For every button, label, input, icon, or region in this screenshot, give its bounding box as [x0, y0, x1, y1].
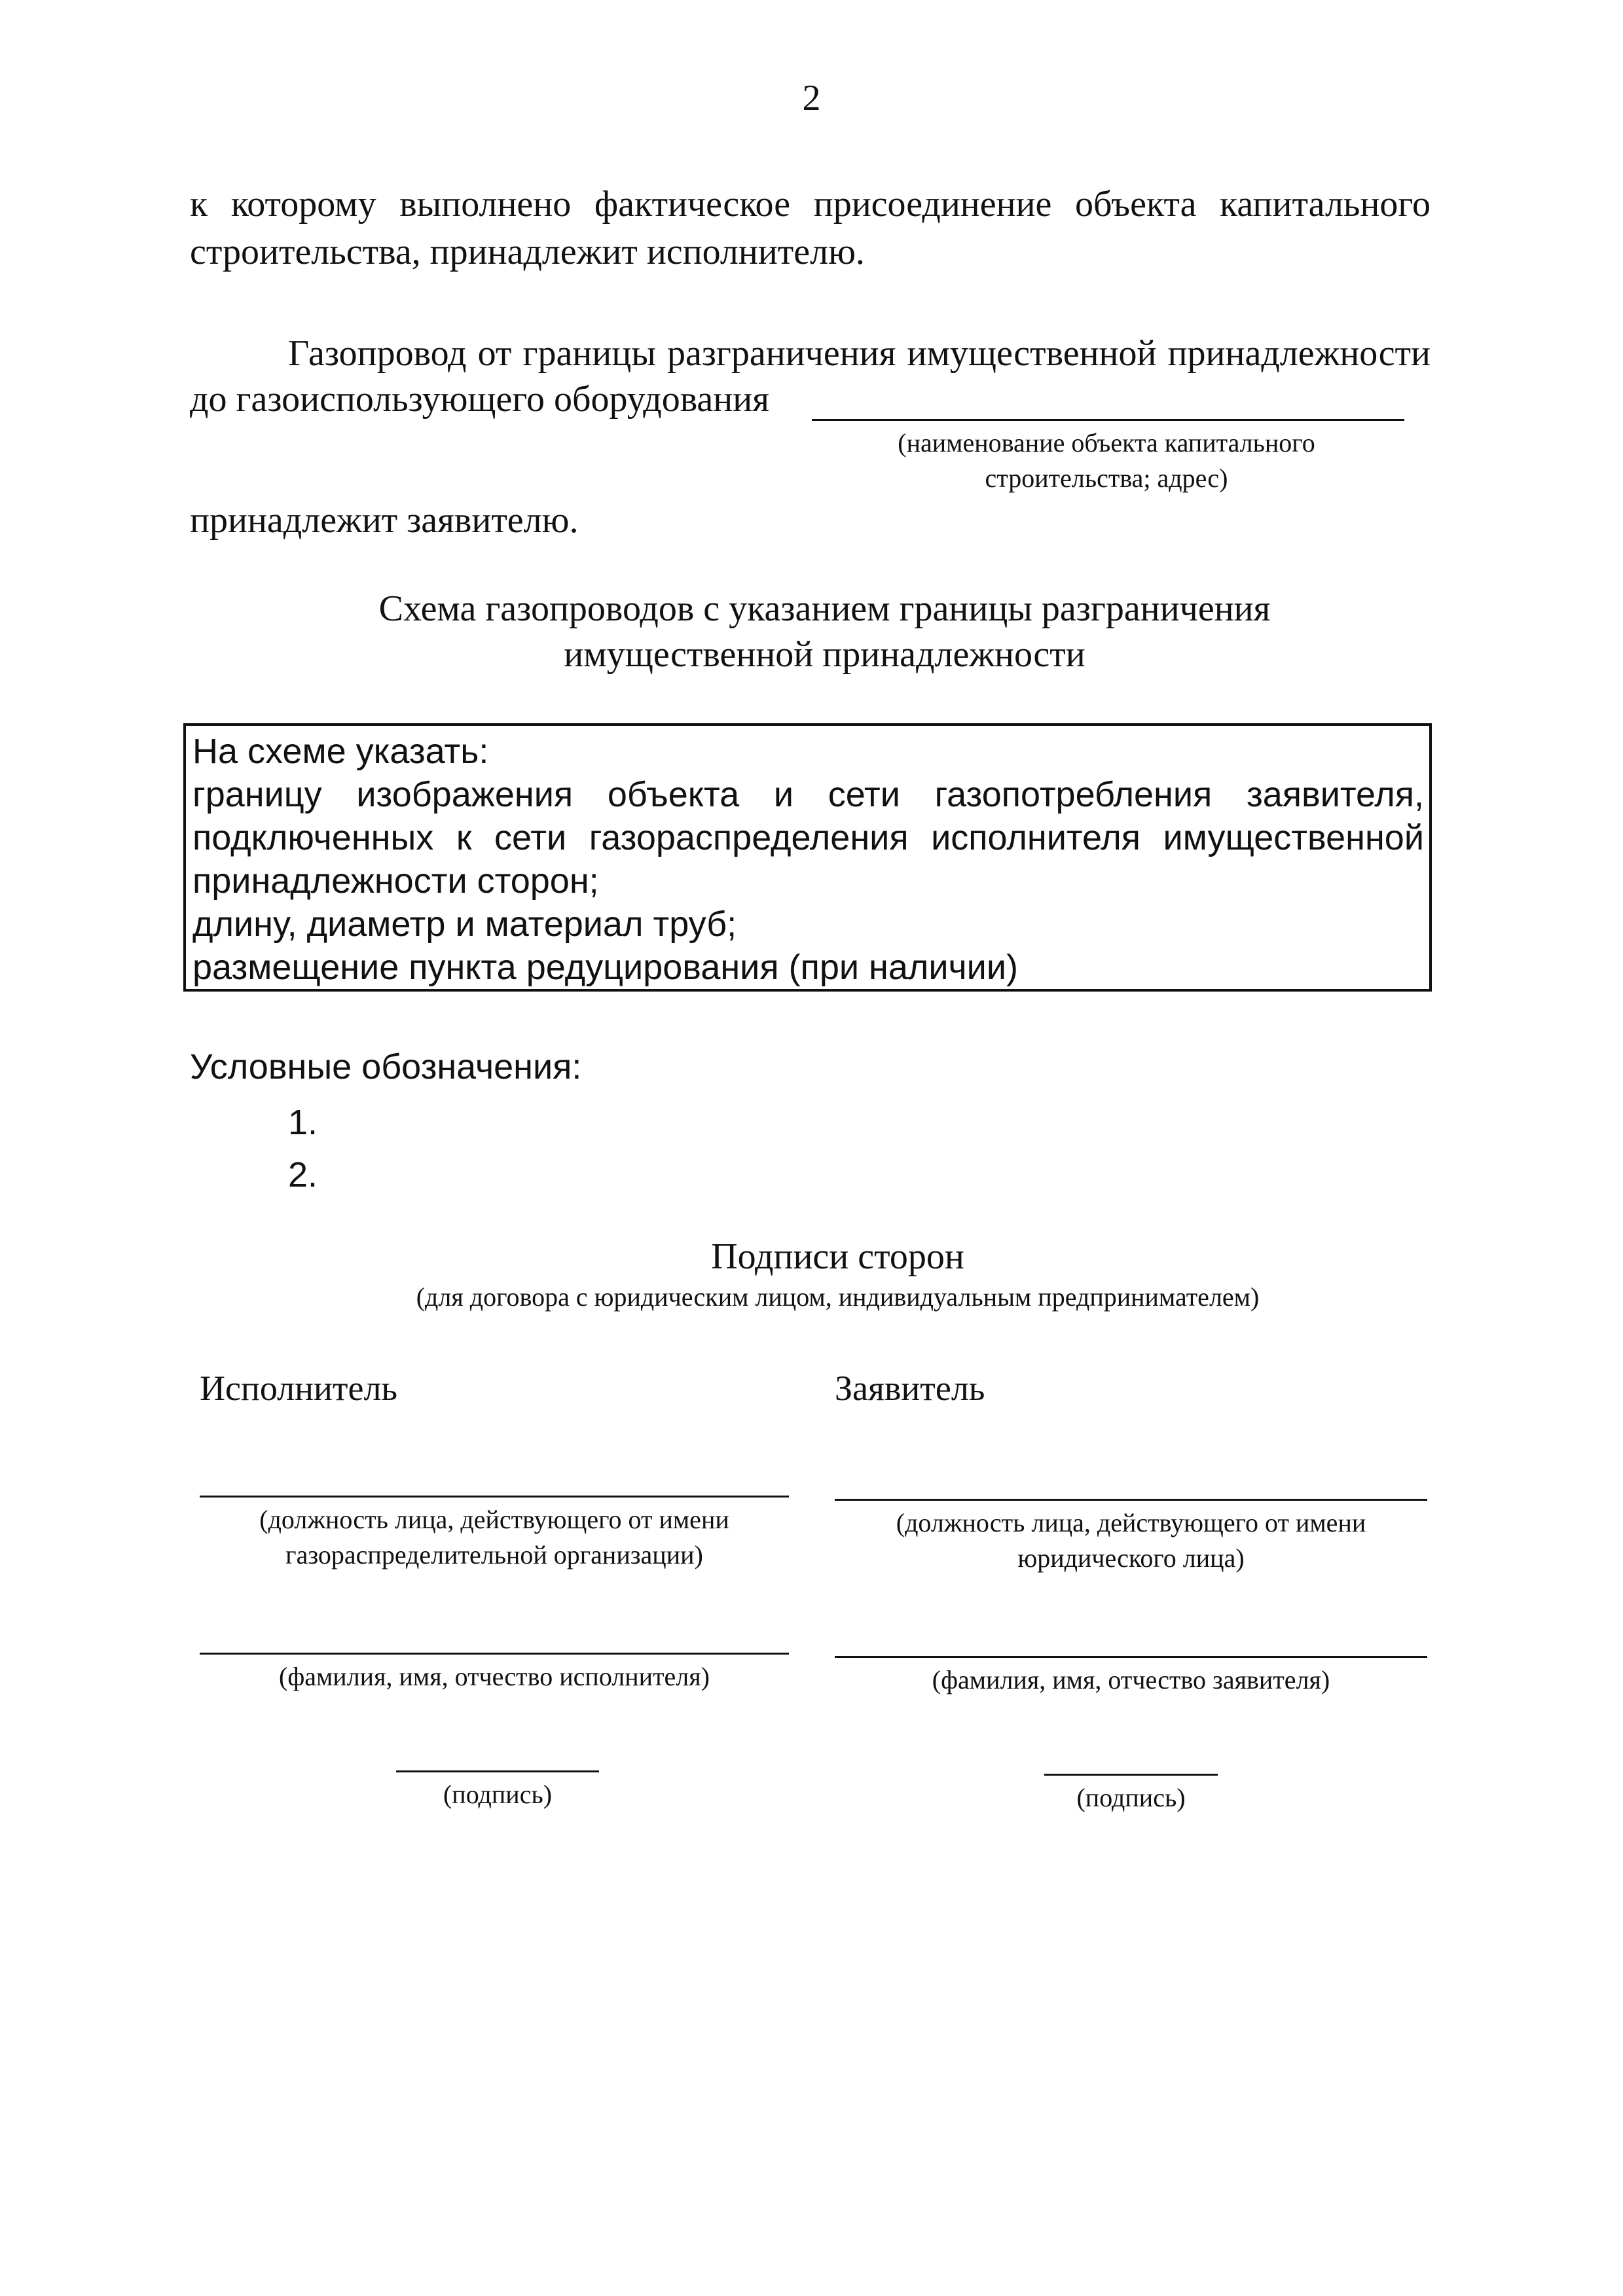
scheme-box-line3: подключенных к сети газораспределения исполнителя имущественной [192, 818, 1424, 857]
applicant-signature-line [1044, 1774, 1218, 1776]
legend-item-1: 1. [288, 1103, 318, 1142]
object-caption-line2: строительства; адрес) [985, 463, 1228, 493]
executor-signature-caption: (подпись) [443, 1780, 553, 1809]
legend-item-2: 2. [288, 1155, 318, 1194]
scheme-box-line1: На схеме указать: [192, 732, 489, 771]
applicant-position-line [835, 1499, 1427, 1501]
scheme-title-line2: имущественной принадлежности [564, 634, 1085, 675]
applicant-name-caption: (фамилия, имя, отчество заявителя) [932, 1665, 1330, 1695]
scheme-instructions-box [183, 723, 1432, 992]
executor-name-caption: (фамилия, имя, отчество исполнителя) [279, 1662, 710, 1691]
para1-line2: строительства, принадлежит исполнителю. [190, 232, 865, 272]
object-caption-line1: (наименование объекта капитального [898, 428, 1315, 457]
scheme-title-line1: Схема газопроводов с указанием границы разграничения [378, 588, 1271, 629]
page-number: 2 [802, 78, 821, 118]
scheme-box-line4: принадлежности сторон; [192, 861, 599, 901]
applicant-signature-caption: (подпись) [1076, 1783, 1186, 1812]
applicant-position-caption-line1: (должность лица, действующего от имени [896, 1508, 1366, 1537]
executor-label: Исполнитель [200, 1369, 398, 1408]
para2-line2: до газоиспользующего оборудования [190, 379, 769, 420]
applicant-name-line [835, 1656, 1427, 1658]
signatures-subtitle: (для договора с юридическим лицом, индивидуальным предпринимателем) [416, 1282, 1260, 1312]
signatures-title: Подписи сторон [711, 1236, 964, 1277]
para1-line1: к которому выполнено фактическое присоединение объекта капитального [190, 184, 1431, 224]
executor-signature-line [396, 1770, 599, 1772]
object-address-blank [812, 419, 1404, 421]
applicant-position-caption-line2: юридического лица) [1017, 1543, 1245, 1573]
scheme-box-line6: размещение пункта редуцирования (при наличии) [192, 948, 1018, 987]
legend-title: Условные обозначения: [190, 1047, 582, 1086]
executor-position-caption-line1: (должность лица, действующего от имени [259, 1505, 729, 1534]
scheme-box-line2: границу изображения объекта и сети газопотребления заявителя, [192, 775, 1424, 814]
para2-line3: принадлежит заявителю. [190, 500, 579, 541]
scheme-box-line5: длину, диаметр и материал труб; [192, 905, 737, 944]
para2-line1: Газопровод от границы разграничения имущественной принадлежности [288, 333, 1431, 374]
executor-position-caption-line2: газораспределительной организации) [285, 1540, 703, 1570]
applicant-label: Заявитель [835, 1369, 985, 1408]
executor-position-line [200, 1496, 789, 1498]
executor-name-line [200, 1653, 789, 1655]
